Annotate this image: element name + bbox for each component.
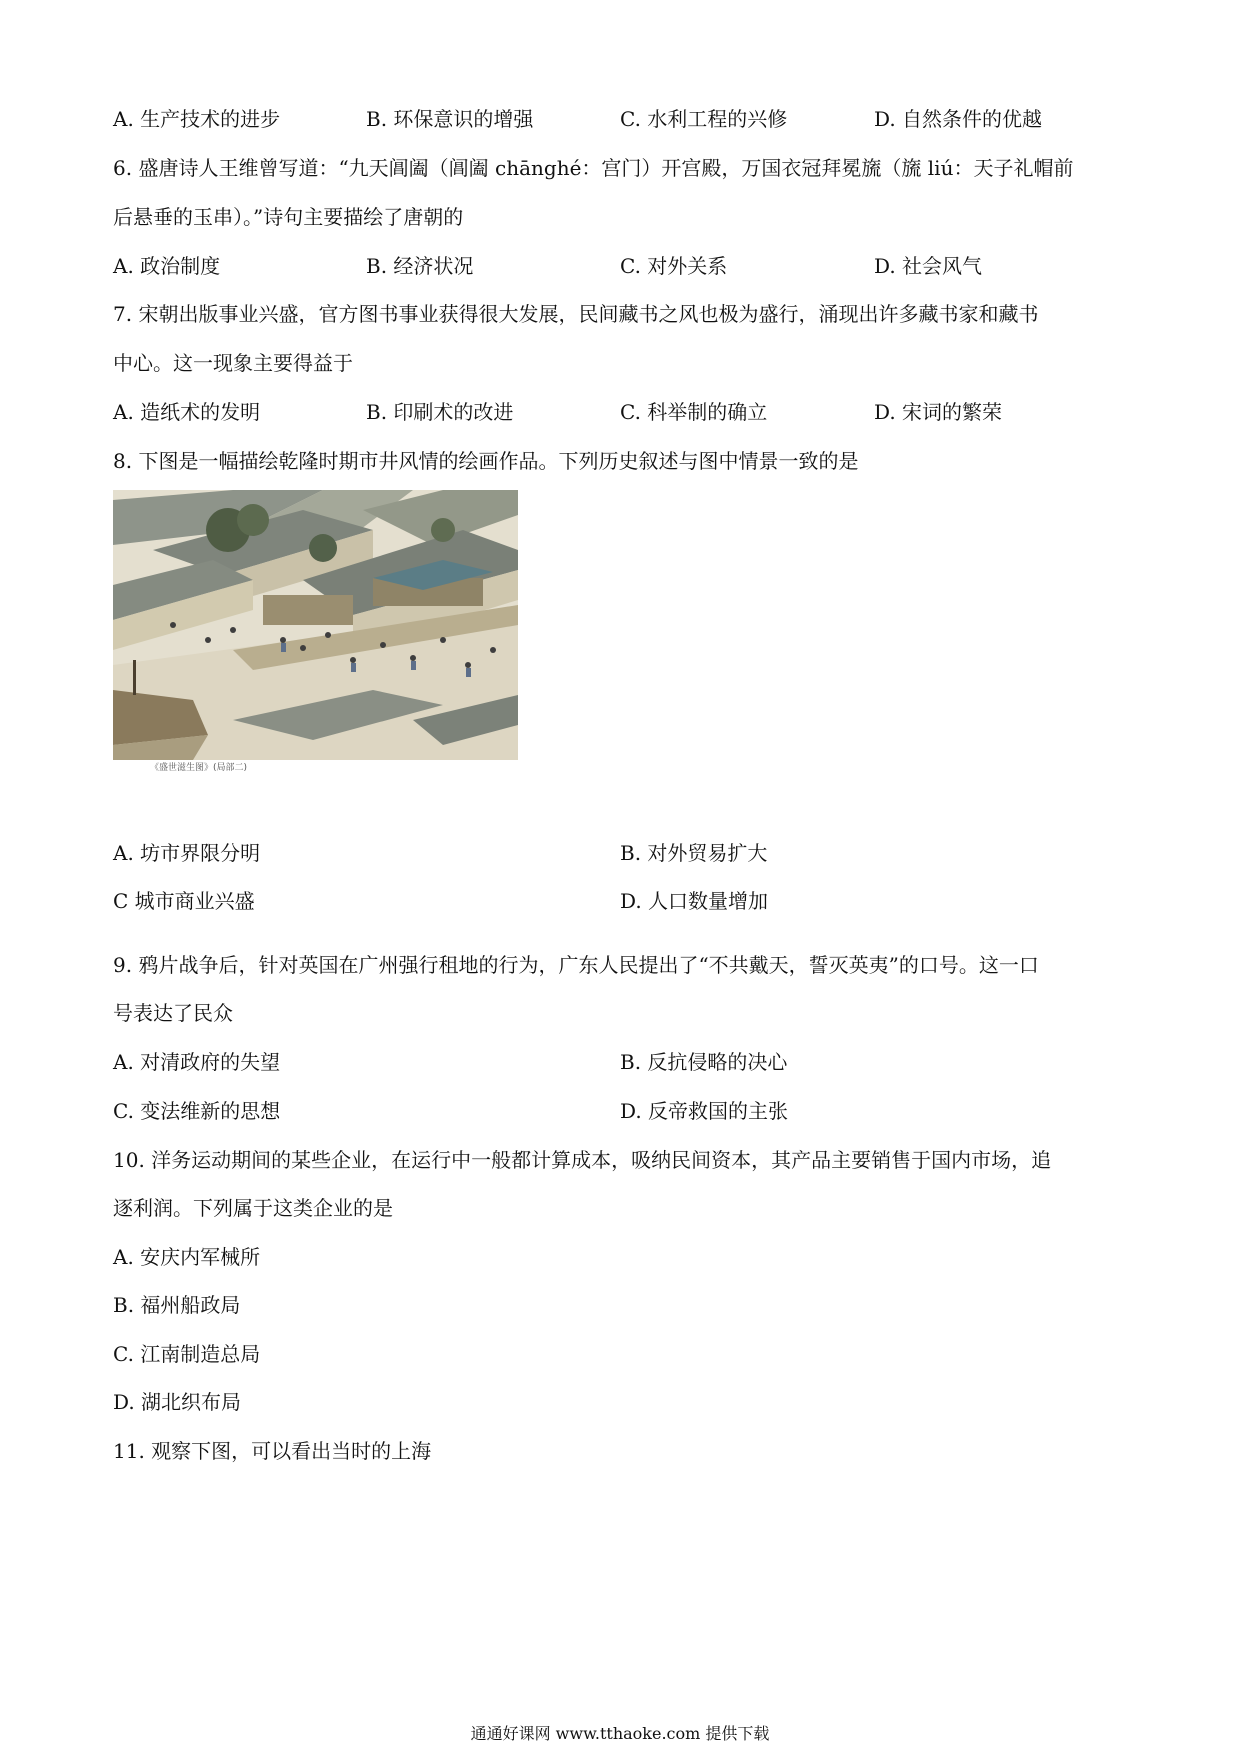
q6-option-c: C. 对外关系 [620, 254, 728, 278]
q8-option-d: D. 人口数量增加 [620, 889, 769, 913]
q6-option-d: D. 社会风气 [874, 254, 983, 278]
q9-stem-line2: 号表达了民众 [113, 1001, 233, 1025]
q5-option-b: B. 环保意识的增强 [366, 107, 534, 131]
q7-option-a: A. 造纸术的发明 [113, 400, 261, 424]
q10-option-c: C. 江南制造总局 [113, 1342, 261, 1366]
q8-stem-line1: 8. 下图是一幅描绘乾隆时期市井风情的绘画作品。下列历史叙述与图中情景一致的是 [113, 449, 859, 473]
painting-illustration [113, 490, 518, 760]
q7-option-c: C. 科举制的确立 [620, 400, 768, 424]
q10-option-b: B. 福州船政局 [113, 1293, 241, 1317]
painting-caption: 《盛世滋生图》(局部二) [150, 763, 248, 773]
q9-stem-line1: 9. 鸦片战争后，针对英国在广州强行租地的行为，广东人民提出了“不共戴天，誓灭英夷”的口号。这一口 [113, 953, 1039, 977]
q10-option-a: A. 安庆内军械所 [113, 1245, 261, 1269]
q6-stem-line1: 6. 盛唐诗人王维曾写道：“九天阊阖（阊阖 chānghé：宫门）开宫殿，万国衣冠拜冕旒（旒 liú：天子礼帽前 [113, 156, 1074, 180]
q7-option-d: D. 宋词的繁荣 [874, 400, 1003, 424]
q9-option-d: D. 反帝救国的主张 [620, 1099, 789, 1123]
q9-option-c: C. 变法维新的思想 [113, 1099, 281, 1123]
q8-option-b: B. 对外贸易扩大 [620, 841, 768, 865]
q8-option-c: C 城市商业兴盛 [113, 889, 255, 913]
q6-option-a: A. 政治制度 [113, 254, 221, 278]
q6-option-b: B. 经济状况 [366, 254, 474, 278]
page-footer: 通通好课网 www.tthaoke.com 提供下载 [470, 1724, 770, 1743]
q7-stem-line2: 中心。这一现象主要得益于 [113, 351, 353, 375]
q10-stem-line2: 逐利润。下列属于这类企业的是 [113, 1196, 393, 1220]
q5-option-d: D. 自然条件的优越 [874, 107, 1043, 131]
q10-option-d: D. 湖北织布局 [113, 1390, 242, 1414]
q5-option-c: C. 水利工程的兴修 [620, 107, 788, 131]
q5-option-a: A. 生产技术的进步 [113, 107, 281, 131]
q6-stem-line2: 后悬垂的玉串）。”诗句主要描绘了唐朝的 [113, 205, 464, 229]
q10-stem-line1: 10. 洋务运动期间的某些企业，在运行中一般都计算成本，吸纳民间资本，其产品主要销售于国内市场，追 [113, 1148, 1052, 1172]
q11-stem-line1: 11. 观察下图，可以看出当时的上海 [113, 1439, 432, 1463]
q7-stem-line1: 7. 宋朝出版事业兴盛，官方图书事业获得很大发展，民间藏书之风也极为盛行，涌现出许多藏书家和藏书 [113, 302, 1039, 326]
q8-option-a: A. 坊市界限分明 [113, 841, 261, 865]
q7-option-b: B. 印刷术的改进 [366, 400, 514, 424]
q9-option-b: B. 反抗侵略的决心 [620, 1050, 788, 1074]
market-painting-image [113, 490, 518, 760]
q9-option-a: A. 对清政府的失望 [113, 1050, 281, 1074]
